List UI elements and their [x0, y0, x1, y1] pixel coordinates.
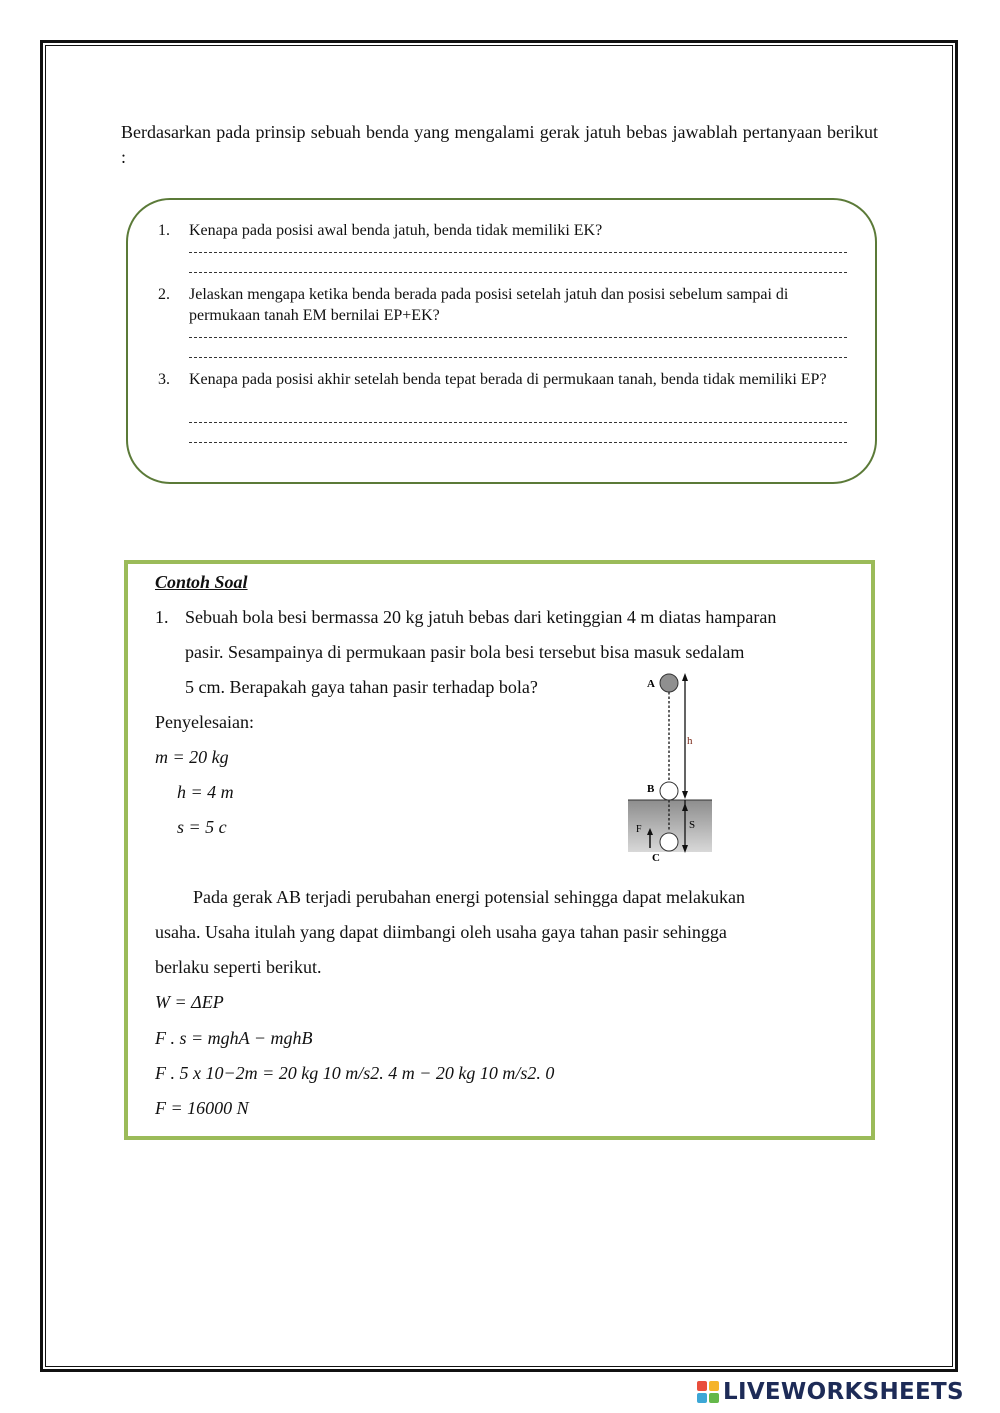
label-h: h — [687, 735, 693, 747]
equation-1: W = ΔEP — [155, 992, 224, 1012]
given-height: h = 4 m — [177, 782, 234, 802]
answer-line[interactable] — [189, 357, 847, 358]
given-depth: s = 5 c — [177, 817, 227, 837]
label-b: B — [647, 783, 655, 795]
question-number: 2. — [158, 286, 170, 303]
problem-line-3: 5 cm. Berapakah gaya tahan pasir terhadap bola? — [185, 677, 538, 697]
answer-line[interactable] — [189, 422, 847, 423]
problem-number: 1. — [155, 607, 169, 627]
question-number: 3. — [158, 371, 170, 388]
answer-line[interactable] — [189, 442, 847, 443]
solution-label: Penyelesaian: — [155, 712, 254, 732]
explanation-line-1: Pada gerak AB terjadi perubahan energi potensial sehingga dapat melakukan — [193, 887, 745, 907]
intro-text: Berdasarkan pada prinsip sebuah benda yang mengalami gerak jatuh bebas jawablah pertanyaan berikut : — [121, 122, 878, 167]
label-f: F — [636, 824, 642, 835]
given-mass: m = 20 kg — [155, 747, 229, 767]
equation-2: F . s = mghA − mghB — [155, 1028, 313, 1048]
ball-c — [660, 833, 678, 851]
equation-3: F . 5 x 10−2m = 20 kg 10 m/s2. 4 m − 20 kg 10 m/s2. 0 — [155, 1063, 555, 1083]
free-fall-diagram — [628, 670, 718, 865]
answer-line[interactable] — [189, 272, 847, 273]
question-text: Jelaskan mengapa ketika benda berada pada posisi setelah jatuh dan posisi sebelum sampai di permukaan tanah EM bernilai EP+EK? — [189, 286, 789, 324]
logo-text: LIVEWORKSHEETS — [723, 1379, 964, 1405]
arrowhead — [682, 673, 688, 681]
explanation-line-2: usaha. Usaha itulah yang dapat diimbangi oleh usaha gaya tahan pasir sehingga — [155, 922, 727, 942]
label-s: S — [689, 819, 696, 831]
problem-line-1: Sebuah bola besi bermassa 20 kg jatuh bebas dari ketinggian 4 m diatas hamparan — [185, 607, 777, 627]
question-text: Kenapa pada posisi awal benda jatuh, benda tidak memiliki EK? — [189, 222, 603, 239]
question-text: Kenapa pada posisi akhir setelah benda tepat berada di permukaan tanah, benda tidak memiliki EP? — [189, 371, 827, 388]
label-c: C — [652, 852, 660, 864]
label-a: A — [647, 678, 655, 690]
answer-line[interactable] — [189, 337, 847, 338]
problem-line-2: pasir. Sesampainya di permukaan pasir bola besi tersebut bisa masuk sedalam — [185, 642, 745, 662]
explanation-line-3: berlaku seperti berikut. — [155, 957, 322, 977]
answer-line[interactable] — [189, 252, 847, 253]
question-number: 1. — [158, 222, 170, 239]
arrowhead — [682, 791, 688, 799]
example-title: Contoh Soal — [155, 572, 248, 592]
ball-a — [660, 674, 678, 692]
ball-b — [660, 782, 678, 800]
logo-icon — [697, 1380, 721, 1404]
equation-4: F = 16000 N — [155, 1098, 249, 1118]
